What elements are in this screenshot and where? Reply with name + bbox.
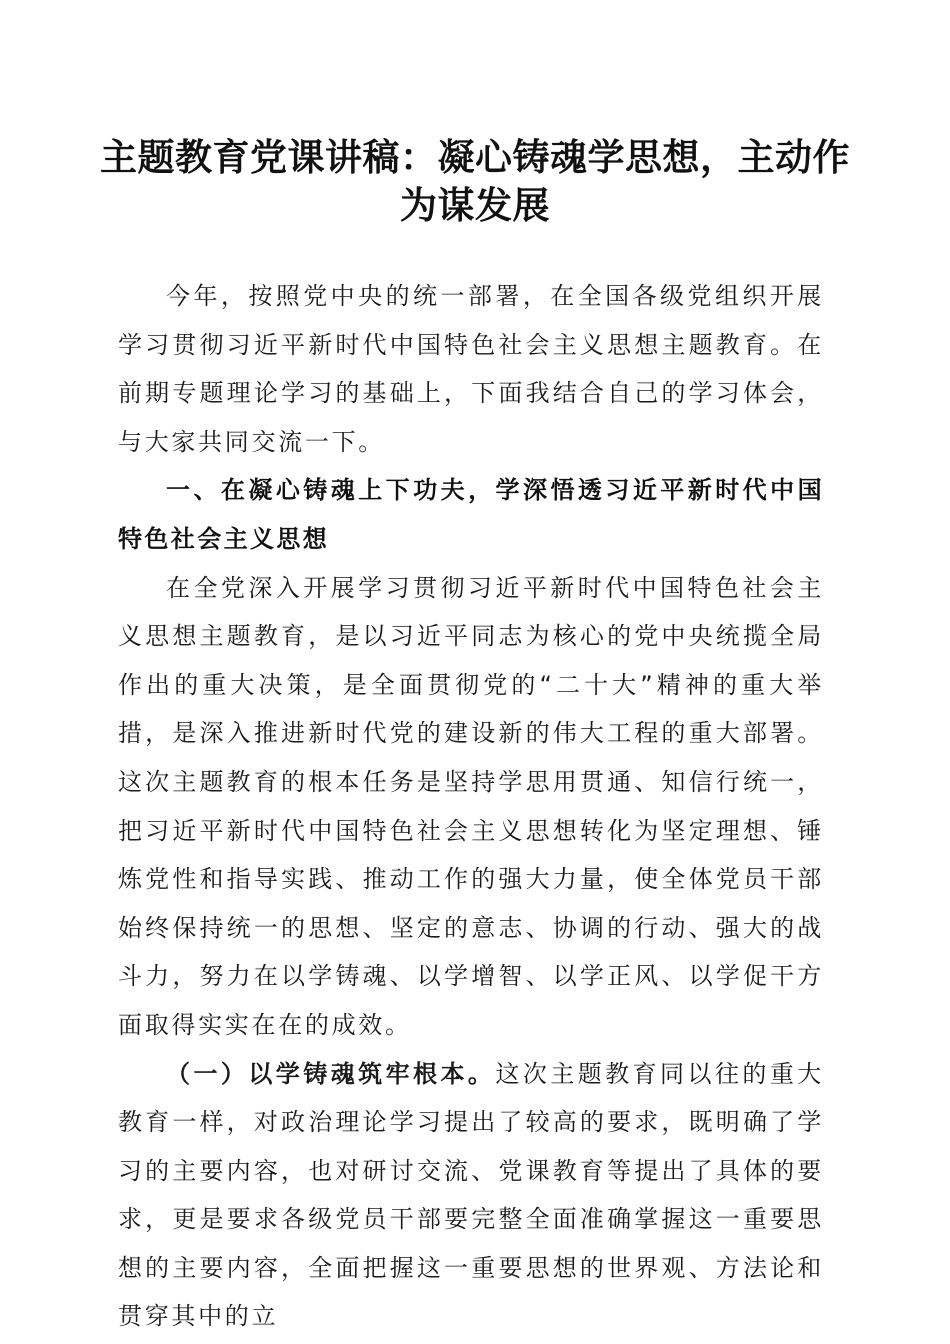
- subsection-lead: （一）以学铸魂筑牢根本。: [166, 1059, 496, 1088]
- body-paragraph: 在全党深入开展学习贯彻习近平新时代中国特色社会主义思想主题教育，是以习近平同志为核心的党中央统揽全局作出的重大决策，是全面贯彻党的“二十大”精神的重大举措，是深入推进新时代党的建设新的伟大工程的重大部署。这次主题教育的根本任务是坚持学思用贯通、知信行统一，把习近平新时代中国特色社会主义思想转化为坚定理想、锤炼党性和指导实践、推动工作的强大力量，使全体党员干部始终保持统一的思想、坚定的意志、协调的行动、强大的战斗力，努力在以学铸魂、以学增智、以学正风、以学促干方面取得实实在在的成效。: [118, 573, 824, 1039]
- document-title: 主题教育党课讲稿：凝心铸魂学思想，主动作为谋发展: [100, 135, 850, 227]
- section-heading: 一、在凝心铸魂上下功夫，学深悟透习近平新时代中国特色社会主义思想: [118, 476, 824, 553]
- subsection-text: 这次主题教育同以往的重大教育一样，对政治理论学习提出了较高的要求，既明确了学习的主要内容，也对研讨交流、党课教育等提出了具体的要求，更是要求各级党员干部要完整全面准确掌握这一重要思想的主要内容，全面把握这一重要思想的世界观、方法论和贯穿其中的立: [118, 1059, 824, 1331]
- document-body: [118, 272, 824, 1341]
- intro-paragraph: 今年，按照党中央的统一部署，在全国各级党组织开展学习贯彻习近平新时代中国特色社会主义思想主题教育。在前期专题理论学习的基础上，下面我结合自己的学习体会，与大家共同交流一下。: [118, 282, 824, 456]
- subsection-paragraph: [118, 1050, 824, 1342]
